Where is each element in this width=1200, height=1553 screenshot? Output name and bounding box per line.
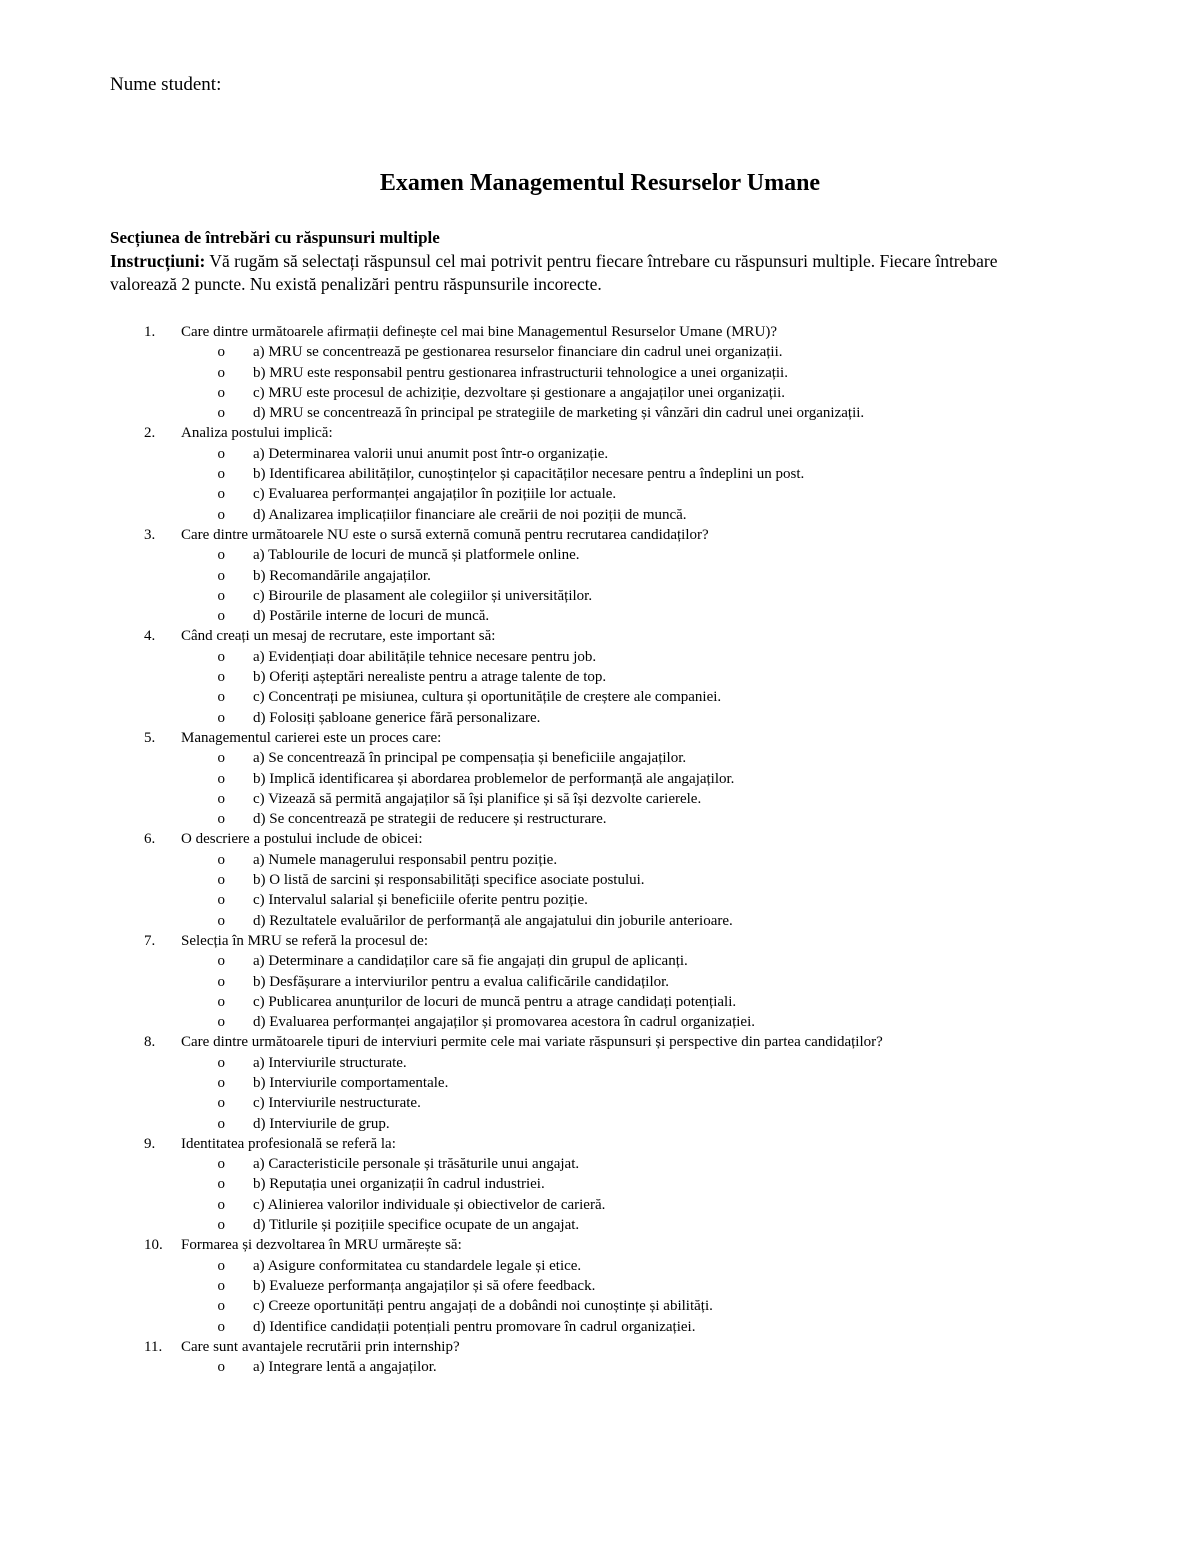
question-item [110,626,1090,727]
option-text: b) Oferiți așteptări nerealiste pentru a atrage talente de top. [253,669,607,686]
answer-option [110,850,1090,870]
answer-option [110,992,1090,1012]
bullet-icon: o [217,1014,225,1031]
option-text: d) Folosiți șabloane generice fără personalizare. [253,709,541,726]
option-list [110,1357,1090,1377]
option-text: a) MRU se concentrează pe gestionarea resurselor financiare din cadrul unei organizații. [253,344,783,361]
answer-option [110,1154,1090,1174]
bullet-icon: o [217,1176,225,1193]
option-text: c) Intervalul salarial și beneficiile oferite pentru poziție. [253,892,588,909]
question-number: 1. [144,324,156,340]
bullet-icon: o [217,1359,225,1376]
option-text: a) Integrare lentă a angajaților. [253,1359,437,1376]
option-text: d) MRU se concentrează în principal pe strategiile de marketing și vânzări din cadrul unei organizații. [253,405,865,422]
option-list [110,850,1090,931]
bullet-icon: o [217,486,225,503]
answer-option [110,1317,1090,1337]
answer-option [110,1012,1090,1032]
instructions [110,250,1050,296]
option-text: c) Evaluarea performanței angajaților în pozițiile lor actuale. [253,486,617,503]
question-item [110,931,1090,1032]
answer-option [110,911,1090,931]
bullet-icon: o [217,506,225,523]
option-text: d) Titlurile și pozițiile specifice ocupate de un angajat. [253,1217,580,1234]
question-text: Când creați un mesaj de recrutare, este important să: [181,628,496,645]
option-list [110,951,1090,1032]
option-list [110,748,1090,829]
option-text: c) Birourile de plasament ale colegiilor și universităților. [253,587,593,604]
bullet-icon: o [217,709,225,726]
answer-option [110,1073,1090,1093]
bullet-icon: o [217,1277,225,1294]
bullet-icon: o [217,669,225,686]
option-list [110,342,1090,423]
option-text: b) Desfășurare a interviurilor pentru a evalua calificările candidaților. [253,973,670,990]
answer-option [110,1053,1090,1073]
option-text: c) Interviurile nestructurate. [253,1095,421,1112]
instructions-text: Vă rugăm să selectați răspunsul cel mai potrivit pentru fiecare întrebare cu răspunsuri multiple. Fiecare întrebare valorează 2 puncte. Nu există penalizări pentru răspunsurile incorecte. [110,251,998,294]
option-text: d) Interviurile de grup. [253,1115,390,1132]
question-text: Managementul carierei este un proces care: [181,729,442,746]
bullet-icon: o [217,384,225,401]
bullet-icon: o [217,811,225,828]
option-text: a) Numele managerului responsabil pentru poziție. [253,851,558,868]
bullet-icon: o [217,851,225,868]
section-heading: Secțiunea de întrebări cu răspunsuri multiple [110,228,440,247]
answer-option [110,606,1090,626]
question-item [110,829,1090,930]
option-text: a) Tablourile de locuri de muncă și platformele online. [253,547,580,564]
option-text: d) Evaluarea performanței angajaților și promovarea acestora în cadrul organizației. [253,1014,755,1031]
option-text: b) MRU este responsabil pentru gestionarea infrastructurii tehnologice a unei organizații. [253,364,788,381]
question-item [110,1134,1090,1235]
bullet-icon: o [217,405,225,422]
question-text: O descriere a postului include de obicei: [181,831,423,848]
answer-option [110,505,1090,525]
answer-option [110,1195,1090,1215]
answer-option [110,342,1090,362]
answer-option [110,1174,1090,1194]
option-text: c) MRU este procesul de achiziție, dezvoltare și gestionare a angajaților unei organizații. [253,384,786,401]
bullet-icon: o [217,790,225,807]
answer-option [110,545,1090,565]
bullet-icon: o [217,1298,225,1315]
bullet-icon: o [217,466,225,483]
answer-option [110,1357,1090,1377]
question-text: Care dintre următoarele NU este o sursă externă comună pentru recrutarea candidaților? [181,526,709,543]
bullet-icon: o [217,445,225,462]
answer-option [110,1114,1090,1134]
answer-option [110,667,1090,687]
question-text: Selecția în MRU se referă la procesul de: [181,932,428,949]
answer-option [110,708,1090,728]
question-number: 2. [144,425,156,442]
question-number: 10. [144,1237,163,1254]
question-list [110,322,1090,1377]
option-text: c) Alinierea valorilor individuale și obiectivelor de carieră. [253,1196,606,1213]
bullet-icon: o [217,567,225,584]
option-list [110,1053,1090,1134]
bullet-icon: o [217,1257,225,1274]
option-text: b) Identificarea abilităților, cunoștințelor și capacităților necesare pentru a îndeplini un post. [253,466,805,483]
option-text: a) Asigure conformitatea cu standardele legale și etice. [253,1257,582,1274]
bullet-icon: o [217,1054,225,1071]
bullet-icon: o [217,750,225,767]
question-number: 9. [144,1135,156,1152]
question-number: 4. [144,628,156,645]
option-text: d) Rezultatele evaluărilor de performanță ale angajatului din joburile anterioare. [253,912,733,929]
question-number: 11. [144,1338,163,1355]
answer-option [110,809,1090,829]
option-text: a) Evidențiați doar abilitățile tehnice necesare pentru job. [253,648,597,665]
question-item [110,322,1090,423]
student-name-label: Nume student: [110,74,222,95]
answer-option [110,890,1090,910]
question-number: 6. [144,831,156,848]
option-list [110,1256,1090,1337]
bullet-icon: o [217,547,225,564]
bullet-icon: o [217,1196,225,1213]
answer-option [110,1276,1090,1296]
option-text: b) Reputația unei organizații în cadrul industriei. [253,1176,545,1193]
option-text: a) Se concentrează în principal pe compensația și beneficiile angajaților. [253,750,687,767]
answer-option [110,1215,1090,1235]
option-text: b) Implică identificarea și abordarea problemelor de performanță ale angajaților. [253,770,735,787]
question-text: Care dintre următoarele tipuri de interviuri permite cele mai variate răspunsuri și perspective din partea candidaților? [181,1034,883,1051]
option-text: b) O listă de sarcini și responsabilități specifice asociate postului. [253,872,645,889]
option-list [110,444,1090,525]
question-item [110,1337,1090,1378]
question-text: Care dintre următoarele afirmații definește cel mai bine Managementul Resurselor Umane (MRU)? [181,324,778,340]
page-title: Examen Managementul Resurselor Umane [379,170,821,196]
option-text: c) Creeze oportunități pentru angajați de a dobândi noi cunoștințe și abilități. [253,1298,713,1315]
answer-option [110,870,1090,890]
answer-option [110,464,1090,484]
option-text: d) Identifice candidații potențiali pentru promovare în cadrul organizației. [253,1318,696,1335]
answer-option [110,748,1090,768]
option-text: a) Determinare a candidaților care să fie angajați din grupul de aplicanți. [253,953,688,970]
answer-option [110,687,1090,707]
question-item [110,423,1090,524]
option-text: d) Analizarea implicațiilor financiare ale creării de noi poziții de muncă. [253,506,687,523]
question-text: Care sunt avantajele recrutării prin internship? [181,1338,460,1355]
bullet-icon: o [217,1115,225,1132]
option-text: c) Vizează să permită angajaților să își planifice și să își dezvolte carierele. [253,790,702,807]
option-list [110,647,1090,728]
bullet-icon: o [217,1217,225,1234]
option-text: a) Determinarea valorii unui anumit post într-o organizație. [253,445,609,462]
bullet-icon: o [217,1095,225,1112]
bullet-icon: o [217,364,225,381]
answer-option [110,1256,1090,1276]
question-number: 3. [144,526,156,543]
bullet-icon: o [217,689,225,706]
answer-option [110,1093,1090,1113]
bullet-icon: o [217,872,225,889]
bullet-icon: o [217,912,225,929]
answer-option [110,586,1090,606]
answer-option [110,972,1090,992]
question-number: 7. [144,932,156,949]
option-list [110,545,1090,626]
bullet-icon: o [217,608,225,625]
bullet-icon: o [217,1156,225,1173]
option-text: d) Postările interne de locuri de muncă. [253,608,490,625]
bullet-icon: o [217,1074,225,1091]
answer-option [110,951,1090,971]
instructions-label: Instrucțiuni: [110,251,206,271]
option-text: c) Concentrați pe misiunea, cultura și oportunitățile de creștere ale companiei. [253,689,722,706]
answer-option [110,363,1090,383]
bullet-icon: o [217,953,225,970]
answer-option [110,403,1090,423]
answer-option [110,789,1090,809]
option-text: d) Se concentrează pe strategii de reducere și restructurare. [253,811,607,828]
bullet-icon: o [217,770,225,787]
bullet-icon: o [217,587,225,604]
bullet-icon: o [217,993,225,1010]
answer-option [110,1296,1090,1316]
question-item [110,1032,1090,1133]
question-text: Analiza postului implică: [181,425,333,442]
question-text: Formarea și dezvoltarea în MRU urmărește să: [181,1237,462,1254]
question-item [110,1235,1090,1336]
question-item [110,525,1090,626]
question-number: 8. [144,1034,156,1051]
answer-option [110,444,1090,464]
option-text: a) Caracteristicile personale și trăsăturile unui angajat. [253,1156,580,1173]
bullet-icon: o [217,648,225,665]
option-list [110,1154,1090,1235]
option-text: b) Interviurile comportamentale. [253,1074,449,1091]
option-text: c) Publicarea anunțurilor de locuri de muncă pentru a atrage candidați potențiali. [253,993,737,1010]
option-text: a) Interviurile structurate. [253,1054,407,1071]
bullet-icon: o [217,1318,225,1335]
option-text: b) Recomandările angajaților. [253,567,431,584]
bullet-icon: o [217,344,225,361]
bullet-icon: o [217,973,225,990]
answer-option [110,484,1090,504]
question-number: 5. [144,729,156,746]
answer-option [110,566,1090,586]
answer-option [110,647,1090,667]
answer-option [110,769,1090,789]
option-text: b) Evalueze performanța angajaților și să ofere feedback. [253,1277,596,1294]
question-text: Identitatea profesională se referă la: [181,1135,396,1152]
bullet-icon: o [217,892,225,909]
answer-option [110,383,1090,403]
question-item [110,728,1090,829]
